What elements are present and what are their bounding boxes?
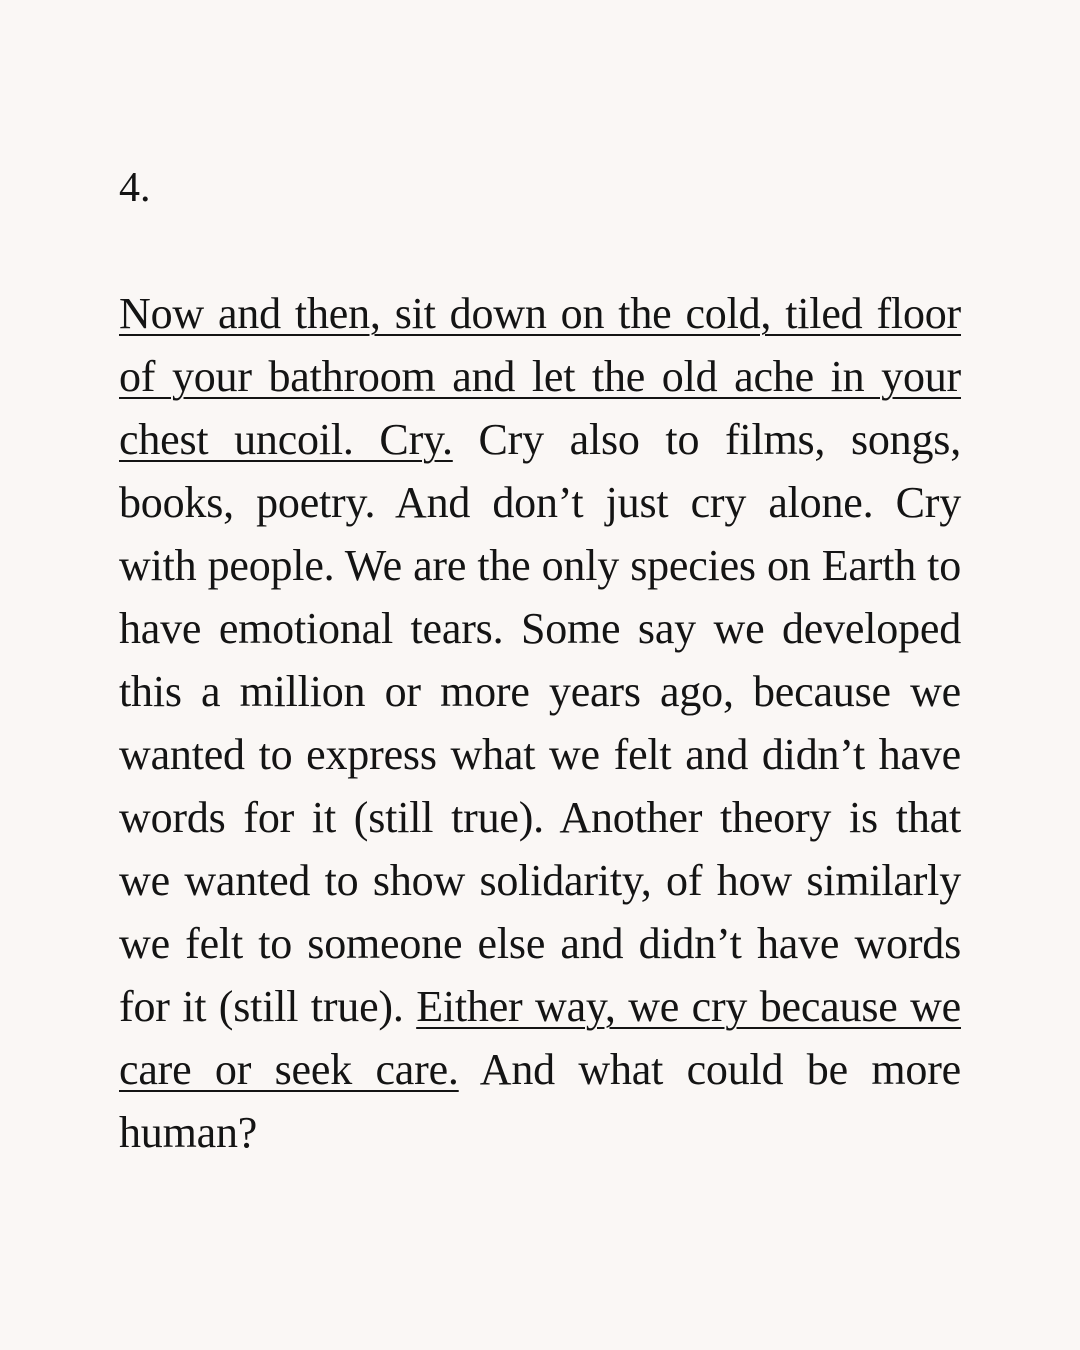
paragraph-text-1: Cry also to films, songs, books, poetry. And don’t just cry alone. Cry with people. We are the only species on Earth to have emotional tears. Some say we developed this a million or more years ago, because we wanted to express what we felt and didn’t have words for it (still true). Another theory is that we wanted to show solidarity, of how similarly we felt to someone else and didn’t have words for it (still true). xyxy=(119,415,961,1031)
underlined-passage-2: Either way, we cry because we care or seek care. xyxy=(119,982,961,1094)
section-number: 4. xyxy=(119,165,151,211)
paragraph-text-2: And what could be more human? xyxy=(119,1045,962,1157)
body-paragraph xyxy=(119,282,961,1164)
page xyxy=(119,0,961,1350)
underlined-passage-1: Now and then, sit down on the cold, tiled floor of your bathroom and let the old ache in your chest uncoil. Cry. xyxy=(119,289,961,464)
